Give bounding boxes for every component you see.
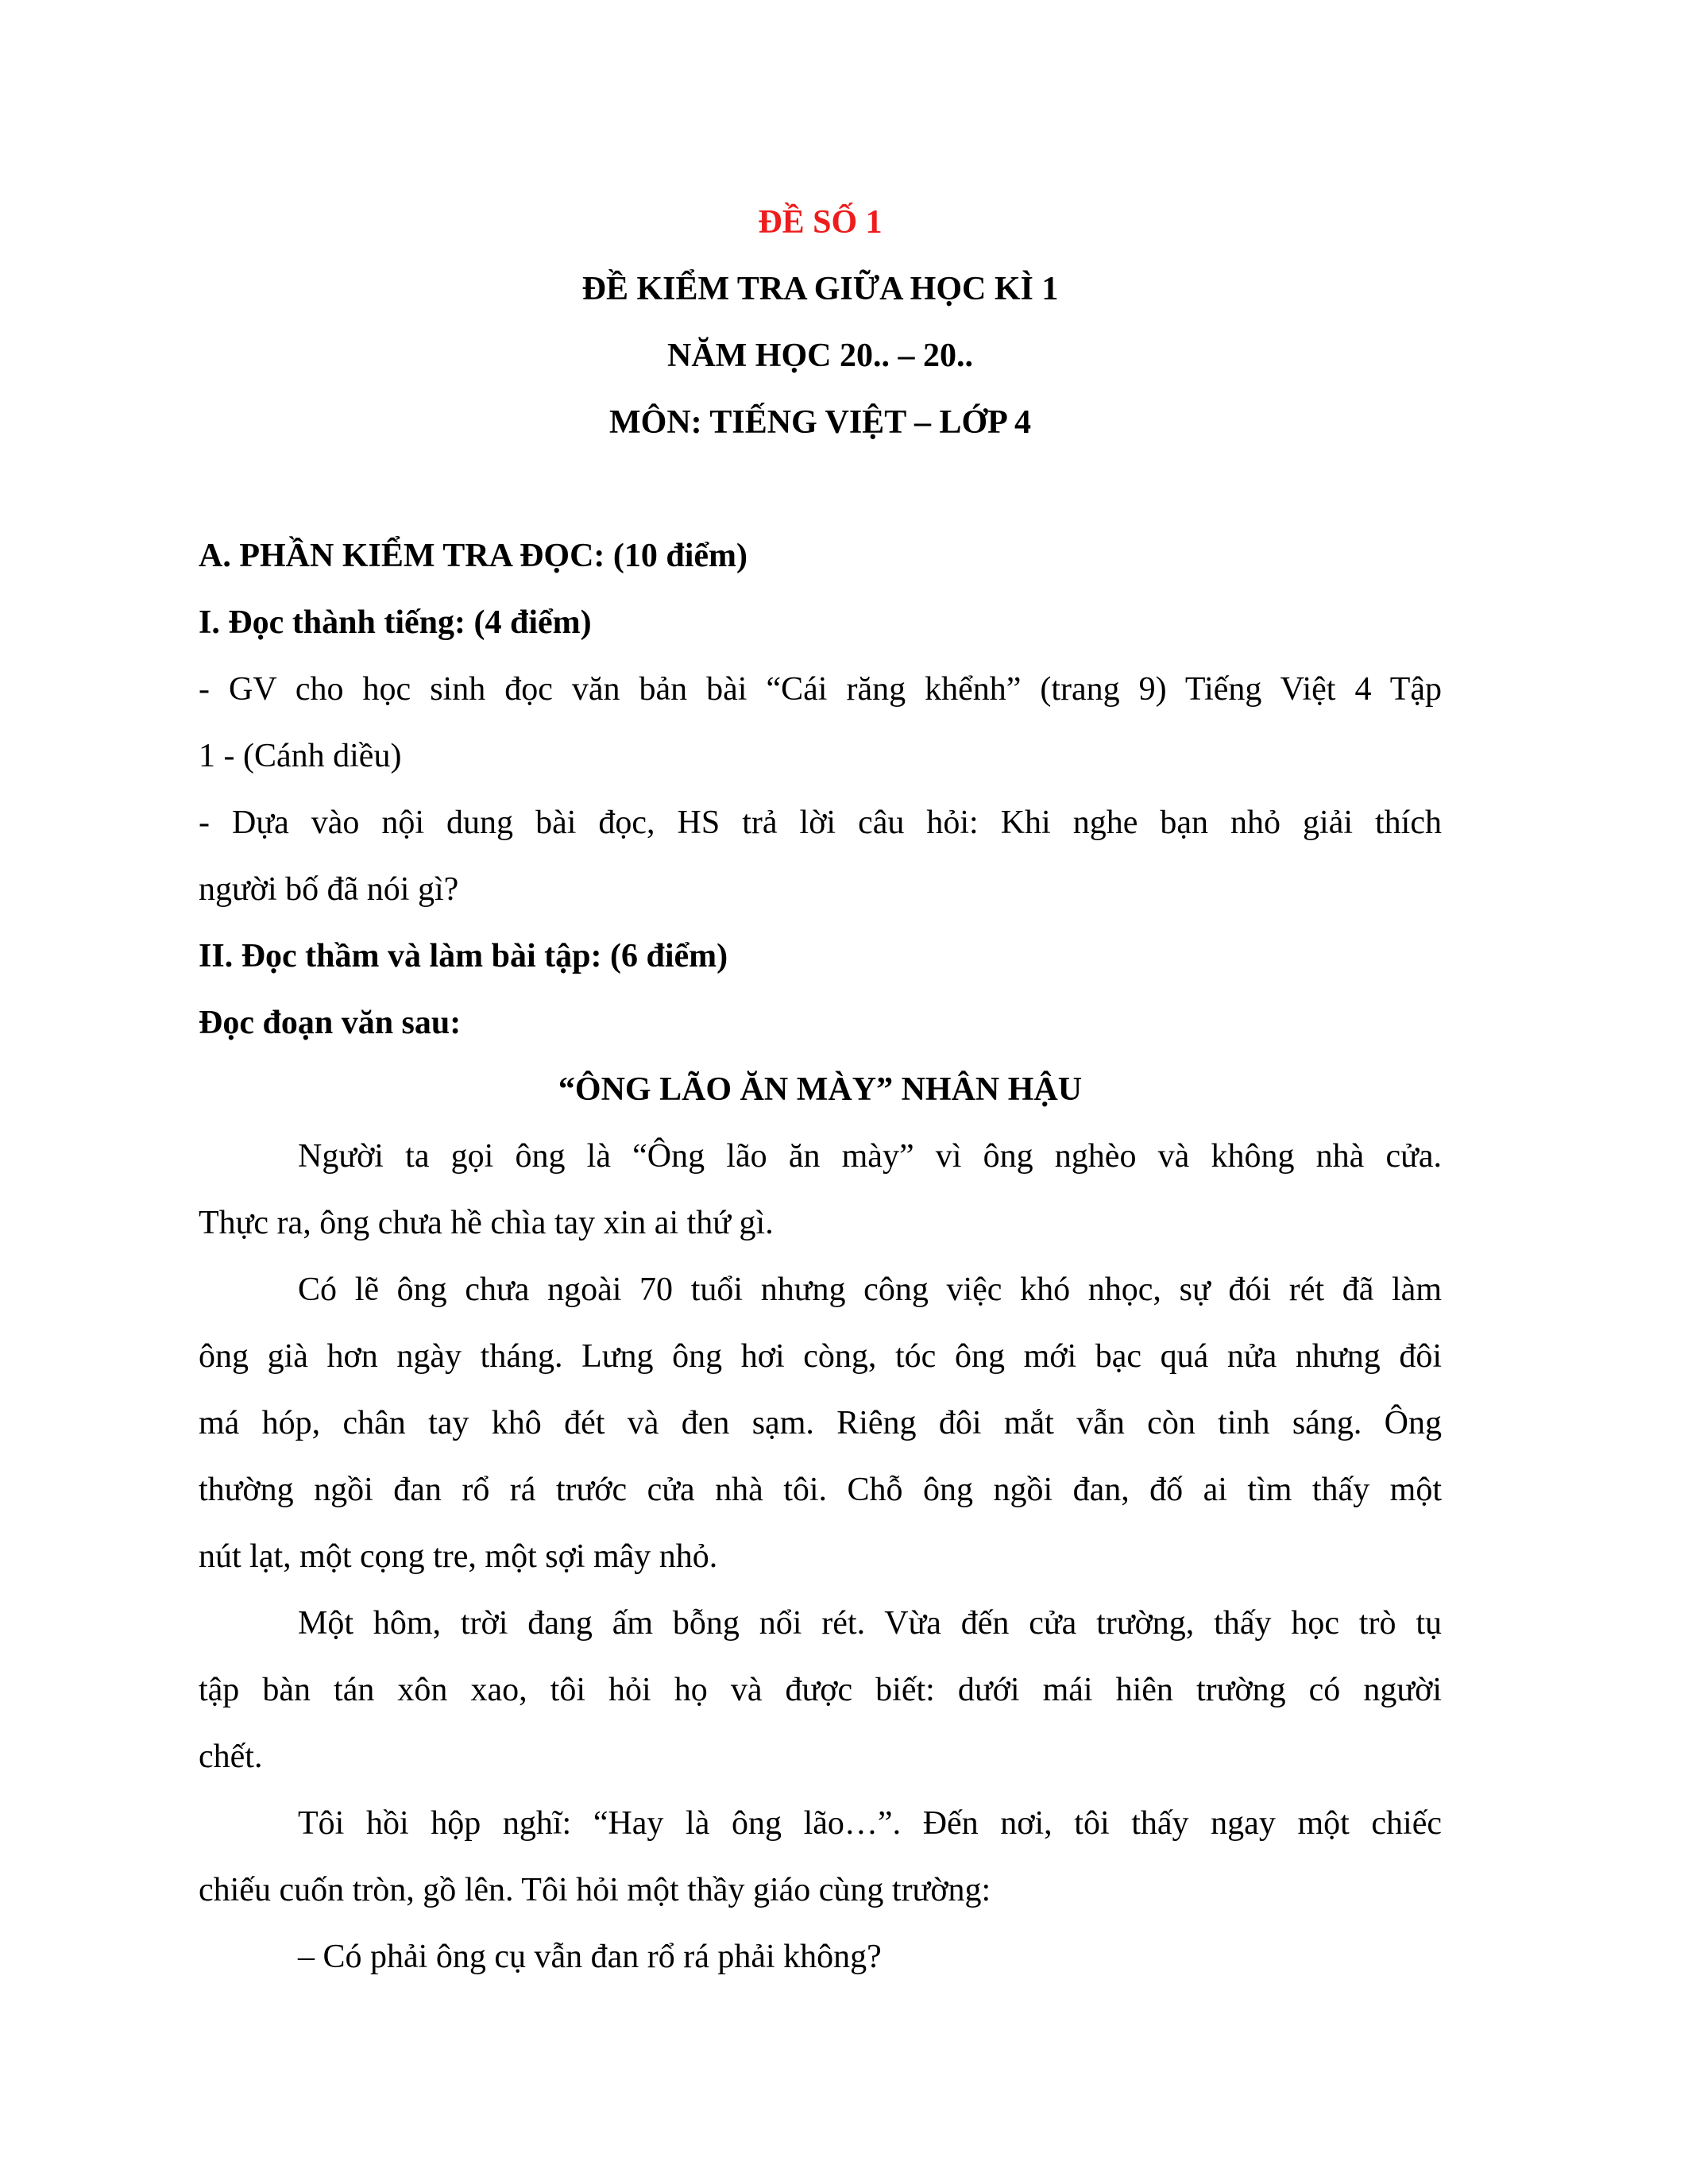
story-line: thường ngồi đan rổ rá trước cửa nhà tôi. Chỗ ông ngồi đan, đố ai tìm thấy một (199, 1472, 1442, 1508)
story-line: nút lạt, một cọng tre, một sợi mây nhỏ. (199, 1538, 718, 1575)
story-line: Một hôm, trời đang ấm bỗng nổi rét. Vừa đến cửa trường, thấy học trò tụ (298, 1605, 1442, 1642)
story-line: chết. (199, 1738, 263, 1775)
paragraph-line: người bố đã nói gì? (199, 871, 459, 908)
story-line: – Có phải ông cụ vẫn đan rổ rá phải không? (298, 1939, 882, 1975)
exam-title: ĐỀ KIỂM TRA GIỮA HỌC KÌ 1 (581, 271, 1059, 307)
story-line: má hóp, chân tay khô đét và đen sạm. Riêng đôi mắt vẫn còn tinh sáng. Ông (199, 1405, 1442, 1441)
story-line: ông già hơn ngày tháng. Lưng ông hơi còng, tóc ông mới bạc quá nửa nhưng đôi (199, 1338, 1442, 1375)
paragraph-line: - Dựa vào nội dung bài đọc, HS trả lời câu hỏi: Khi nghe bạn nhỏ giải thích (199, 805, 1442, 841)
part-1-heading: I. Đọc thành tiếng: (4 điểm) (199, 604, 592, 641)
school-year: NĂM HỌC 20.. – 20.. (667, 338, 973, 374)
paragraph-line: 1 - (Cánh diều) (199, 738, 402, 774)
story-line: Thực ra, ông chưa hề chìa tay xin ai thứ gì. (199, 1205, 774, 1241)
paragraph-line: - GV cho học sinh đọc văn bản bài “Cái răng khểnh” (trang 9) Tiếng Việt 4 Tập (199, 671, 1442, 708)
document-page (199, 0, 1442, 2184)
subject-line: MÔN: TIẾNG VIỆT – LỚP 4 (609, 404, 1031, 441)
exam-number: ĐỀ SỐ 1 (758, 204, 883, 241)
story-line: Có lẽ ông chưa ngoài 70 tuổi nhưng công việc khó nhọc, sự đói rét đã làm (298, 1271, 1442, 1308)
story-title: “ÔNG LÃO ĂN MÀY” NHÂN HẬU (558, 1071, 1083, 1108)
story-line: Người ta gọi ông là “Ông lão ăn mày” vì ông nghèo và không nhà cửa. (298, 1138, 1442, 1175)
section-a-heading: A. PHẦN KIỂM TRA ĐỌC: (10 điểm) (199, 538, 748, 574)
story-line: Tôi hồi hộp nghĩ: “Hay là ông lão…”. Đến nơi, tôi thấy ngay một chiếc (298, 1805, 1442, 1842)
part-2-heading: II. Đọc thầm và làm bài tập: (6 điểm) (199, 938, 728, 974)
story-line: chiếu cuốn tròn, gồ lên. Tôi hỏi một thầy giáo cùng trường: (199, 1872, 991, 1908)
story-line: tập bàn tán xôn xao, tôi hỏi họ và được biết: dưới mái hiên trường có người (199, 1672, 1442, 1708)
reading-instruction: Đọc đoạn văn sau: (199, 1005, 462, 1041)
